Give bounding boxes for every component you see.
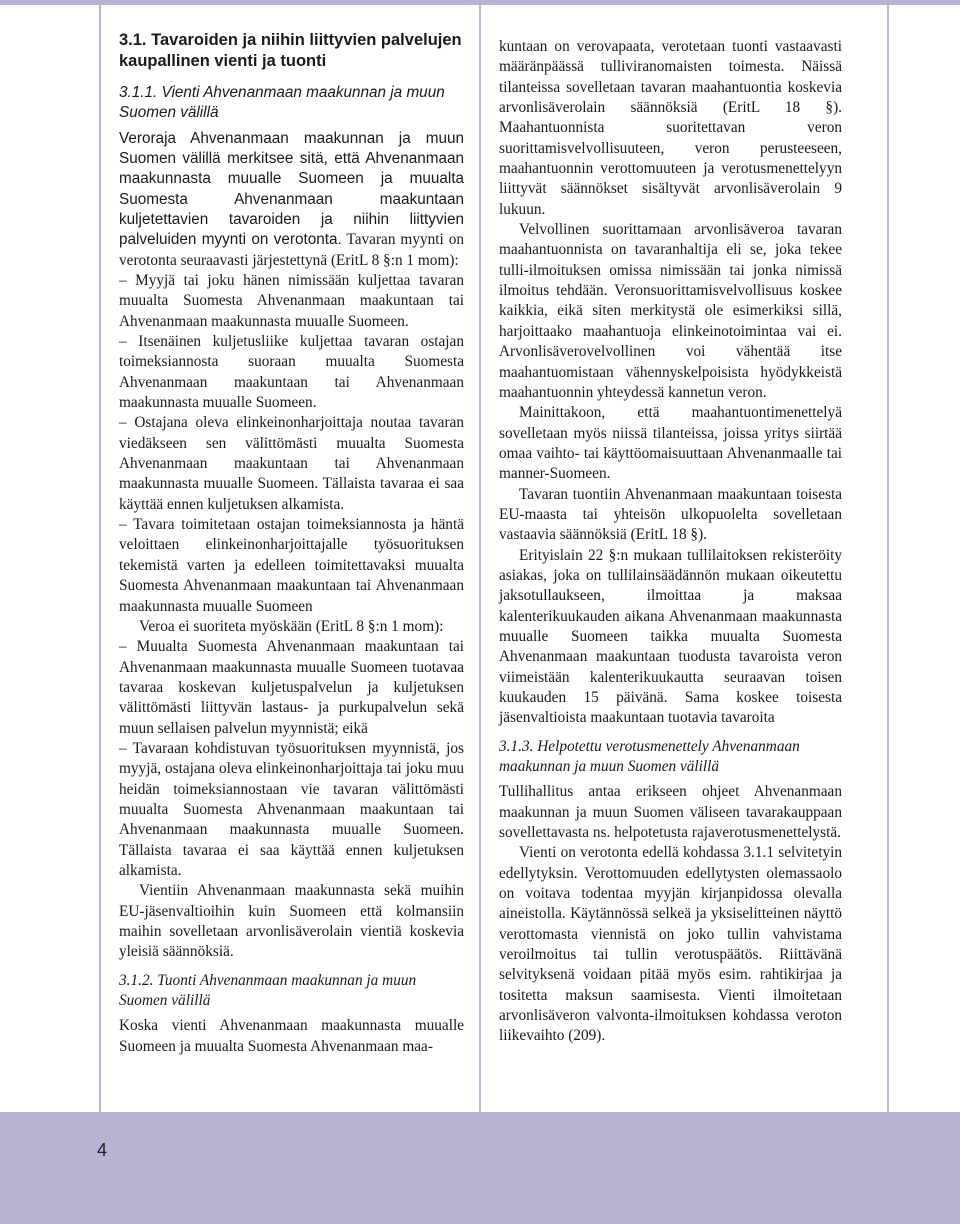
subsection-heading-simplified: 3.1.3. Helpotettu verotusmenettely Ahvenanmaan maakunnan ja muun Suomen välillä bbox=[499, 737, 800, 775]
list-item: – Muualta Suomesta Ahvenanmaan maakuntaan tai Ahvenanmaan maakunnasta muualle Suomeen tuotavaa tavaraa koskevan kuljetuspalvelun ja kuljetuksen välittömästi liittyvän lastaus- ja purkupalvelun sekä muun sellaisen palvelun myynnistä; eikä bbox=[119, 638, 464, 737]
list-item: – Myyjä tai joku hänen nimissään kuljettaa tavaran muualta Suomesta Ahvenanmaan maakuntaan tai Ahvenanmaan maakunnasta muualle Suomeen. bbox=[119, 272, 464, 330]
left-margin-rule bbox=[99, 5, 101, 1112]
page-number: 4 bbox=[97, 1140, 108, 1160]
paragraph: Koska vienti Ahvenanmaan maakunnasta muualle Suomeen ja muualta Suomesta Ahvenanmaan maa- bbox=[119, 1017, 464, 1055]
right-margin-rule bbox=[887, 5, 889, 1112]
paragraph: Erityislain 22 §:n mukaan tullilaitoksen rekisteröity asiakas, joka on tullilainsäädännön mukaan oikeutettu jaksotullaukseen, ilmoittaa ja maksaa kalenterikuukauden aikana Ahvenanmaan maakunnasta muualle Suomeen taikka muualta Suomesta Ahvenanmaan maakuntaan tuodusta tavaroista veron viimeistään kalenterikuukautta seuraavan toisen kuukauden 15 päivänä. Sama koskee toisesta jäsenvaltioista maakuntaan tuotavia tavaroita bbox=[499, 546, 842, 727]
paragraph: Vienti on verotonta edellä kohdassa 3.1.1 selvitetyin edellytyksin. Verottomuuden edellytysten olemassaolo on voitava todentaa myyjän kirjanpidossa olevalla aineistolla. Käytännössä selkeä ja yksiselitteinen näyttö verottomasta viennistä on joko tullin vahvistama veroilmoitus tai tullin verotuspäätös. Riittävänä selvityksenä voidaan pitää myös esim. rahtikirjaa ja tositetta maksun saamisesta. Vienti ilmoitetaan arvonlisäveron valvonta-ilmoituksen kohdassa veroton liikevaihto (209). bbox=[499, 844, 842, 1045]
list-item: – Itsenäinen kuljetusliike kuljettaa tavaran ostajan toimeksiannosta suoraan muualta Suomesta Ahvenanmaan maakuntaan tai Ahvenanmaan maakunnasta muualle Suomeen. bbox=[119, 333, 464, 412]
paragraph: Veroa ei suoriteta myöskään (EritL 8 §:n 1 mom): bbox=[139, 617, 444, 635]
bottom-band bbox=[0, 1112, 960, 1224]
list-item: – Ostajana oleva elinkeinonharjoittaja noutaa tavaran viedäkseen sen välittömästi muualta Suomesta Ahvenanmaan maakuntaan tai Ahvenanmaan maakunnasta muualle Suomeen. Tällaista tavaraa ei saa käyttää ennen kuljetuksen alkamista. bbox=[119, 414, 464, 513]
right-column bbox=[499, 37, 842, 1047]
list-item: – Tavaraan kohdistuvan työsuorituksen myynnistä, jos myyjä, ostajana oleva elinkeinonharjoittaja tai joku muu heidän toimeksiannostaan vie tavaran välittömästi muualta Suomesta Ahvenanmaan maakuntaan tai Ahvenanmaan maakunnasta muualle Suomeen. Tällaista tavaraa ei saa käyttää ennen kuljetuksen alkamista. bbox=[119, 739, 464, 879]
left-column bbox=[119, 30, 464, 1057]
paragraph: Tullihallitus antaa erikseen ohjeet Ahvenanmaan maakunnan ja muun Suomen väliseen tavarakauppaan sovellettavasta ns. helpotetusta rajaverotusmenettelystä. bbox=[499, 783, 842, 841]
column-divider-rule bbox=[479, 5, 481, 1112]
subsection-heading-import: 3.1.2. Tuonti Ahvenanmaan maakunnan ja muun Suomen välillä bbox=[119, 971, 417, 1009]
section-heading: 3.1. Tavaroiden ja niihin liittyvien palvelujen kaupallinen vienti ja tuonti bbox=[119, 31, 462, 70]
list-item: – Tavara toimitetaan ostajan toimeksiannosta ja häntä veloittaen elinkeinonharjoittajalle työsuorituksen tekemistä varten ja edelleen toimitettavaksi muualta Suomesta Ahvenanmaan maakuntaan tai Ahvenanmaan maakunnasta muualle Suomeen bbox=[119, 516, 464, 615]
subsection-heading-export: 3.1.1. Vienti Ahvenanmaan maakunnan ja muun Suomen välillä bbox=[119, 84, 445, 122]
paragraph: Mainittakoon, että maahantuontimenettelyä sovelletaan myös niissä tilanteissa, joissa yritys siirtää omaa vaihto- tai käyttöomaisuuttaan Ahvenanmaalle tai manner-Suomeen. bbox=[499, 404, 842, 483]
paragraph: Tavaran tuontiin Ahvenanmaan maakuntaan toisesta EU-maasta tai yhteisön ulkopuolelta sovelletaan vastaavia säännöksiä (EritL 18 §). bbox=[499, 485, 842, 544]
paragraph-text: Tavaran myynti on verotonta seuraavasti järjestettynä (EritL 8 §:n 1 mom): bbox=[119, 231, 465, 269]
paragraph-text: Veroraja Ahvenanmaan maakunnan ja muun Suomen välillä merkitsee sitä, että Ahvenanmaan maakunnasta muualle Suomeen ja muualta Suomesta Ahvenanmaan maakuntaan kuljetettavien tavaroiden ja niihin liittyvien palveluiden myynti on verotonta. bbox=[119, 129, 464, 249]
paragraph: Vientiin Ahvenanmaan maakunnasta sekä muihin EU-jäsenvaltioihin kuin Suomeen että kolmansiin maihin sovelletaan arvonlisäverolain vientiä koskevia yleisiä säännöksiä. bbox=[119, 882, 464, 961]
paragraph: Velvollinen suorittamaan arvonlisäveroa tavaran maahantuonnista on tavaranhaltija eli se, joka tekee tulli-ilmoituksen omissa nimissään tai jonka nimissä ilmoitus tehdään. Veronsuorittamisvelvollisuus koskee kaikkia, eikä siten merkitystä ole esimerkiksi sillä, harjoittaako maahantuoja elinkeinotoimintaa vai ei. Arvonlisäverovelvollinen voi vähentää itse maahantuomistaan vähennyskelpoisista hyödykkeistä maahantuonnin yhteydessä kannetun veron. bbox=[499, 221, 842, 401]
paragraph: kuntaan on verovapaata, verotetaan tuonti vastaavasti määränpäässä tulliviranomaisten toimesta. Näissä tilanteissa sovelletaan tavaran maahantuontia koskevia arvonlisäverolain säännöksiä (EritL 18 §). Maahantuonnista suoritettavan veron suorittamisvelvollisuuteen, veron perusteeseen, maahantuonnin verottomuuteen ja verotusmenettelyyn liittyvät säännökset sisältyvät arvonlisäverolain 9 lukuun. bbox=[499, 38, 842, 218]
paragraph bbox=[119, 129, 464, 271]
